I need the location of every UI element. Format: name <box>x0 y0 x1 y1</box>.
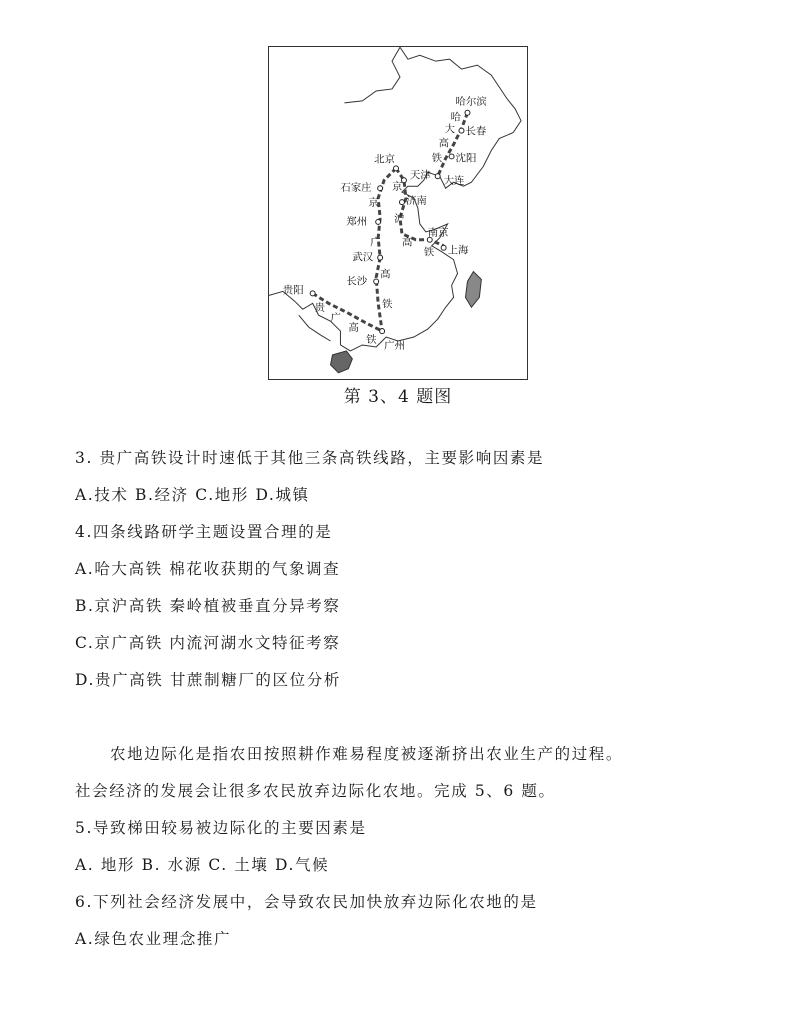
border-north <box>344 47 400 103</box>
city-label-jinan: 济南 <box>405 195 427 208</box>
city-label-wuhan: 武汉 <box>352 251 374 264</box>
dot-shenyang <box>449 154 454 159</box>
jingguang-label-char: 铁 <box>382 298 393 311</box>
dot-guiyang <box>310 291 315 296</box>
city-label-harbin: 哈尔滨 <box>455 95 487 108</box>
city-label-nanjing: 南京 <box>427 226 449 239</box>
city-label-shenyang: 沈阳 <box>455 152 477 165</box>
city-label-dalian: 大连 <box>443 175 465 188</box>
question-4-option-b: B.京沪高铁 秦岭植被垂直分异考察 <box>75 597 341 615</box>
dot-zhengzhou <box>376 219 381 224</box>
question-5-stem: 5.导致梯田较易被边际化的主要因素是 <box>75 819 367 837</box>
jingguang-label-char: 广 <box>370 236 381 249</box>
city-label-guiyang: 贵阳 <box>282 284 304 297</box>
city-label-changsha: 长沙 <box>346 275 368 288</box>
question-5-options: A. 地形 B. 水源 C. 土壤 D.气候 <box>75 856 330 874</box>
hada-label-char: 铁 <box>431 152 443 165</box>
city-label-changchun: 长春 <box>465 125 487 138</box>
hada-label-char: 大 <box>444 123 456 136</box>
jinghu-label-char: 高 <box>401 236 413 249</box>
question-3-stem: 3. 贵广高铁设计时速低于其他三条高铁线路，主要影响因素是 <box>75 449 545 467</box>
dot-changchun <box>459 128 464 133</box>
figure-caption: 第 3、4 题图 <box>343 387 453 407</box>
dot-changsha <box>374 279 379 284</box>
question-6-stem: 6.下列社会经济发展中，会导致农民加快放弃边际化农地的是 <box>75 893 538 911</box>
jinghu-label-char: 铁 <box>423 246 435 259</box>
guiguang-label-char: 贵 <box>314 302 326 315</box>
jinghu-label-char: 京 <box>392 181 403 194</box>
hada-label-char: 哈 <box>450 111 461 124</box>
hada-label-char: 高 <box>438 137 450 150</box>
dot-harbin <box>465 110 470 115</box>
question-4-option-c: C.京广高铁 内流河湖水文特征考察 <box>75 634 341 652</box>
city-label-shanghai: 上海 <box>447 244 469 257</box>
railway-map-figure <box>268 46 528 380</box>
dot-wuhan <box>378 255 383 260</box>
guiguang-label-char: 铁 <box>366 333 377 346</box>
dot-beijing <box>394 166 399 171</box>
jinghu-label-char: 沪 <box>394 212 405 225</box>
question-4-option-a: A.哈大高铁 棉花收获期的气象调查 <box>75 560 341 578</box>
jingguang-label-char: 高 <box>380 268 391 281</box>
question-6-option-a: A.绿色农业理念推广 <box>75 930 232 948</box>
question-3-options: A.技术 B.经济 C.地形 D.城镇 <box>75 486 310 504</box>
city-label-beijing: 北京 <box>374 153 395 166</box>
dot-dalian <box>435 174 440 179</box>
jingguang-label-char: 京 <box>368 197 379 210</box>
passage-line-1: 农地边际化是指农田按照耕作难易程度被逐渐挤出农业生产的过程。 <box>110 745 624 763</box>
dot-shijiazhuang <box>378 186 383 191</box>
passage-line-2: 社会经济的发展会让很多农民放弃边际化农地。完成 5、6 题。 <box>75 782 556 800</box>
taiwan-island <box>465 272 481 308</box>
railway-map <box>269 47 527 379</box>
dot-shanghai <box>441 245 446 250</box>
hainan-island <box>331 351 353 373</box>
city-label-guangzhou: 广州 <box>384 339 405 352</box>
city-label-shijiazhuang: 石家庄 <box>340 182 372 195</box>
city-label-tianjin: 天津 <box>409 169 431 182</box>
question-4-option-d: D.贵广高铁 甘蔗制糖厂的区位分析 <box>75 671 341 689</box>
guiguang-label-char: 广 <box>330 312 341 325</box>
dot-jinan <box>399 200 404 205</box>
question-4-stem: 4.四条线路研学主题设置合理的是 <box>75 523 333 541</box>
city-label-zhengzhou: 郑州 <box>346 215 368 228</box>
dot-guangzhou <box>380 329 385 334</box>
guiguang-label-char: 高 <box>348 322 359 335</box>
